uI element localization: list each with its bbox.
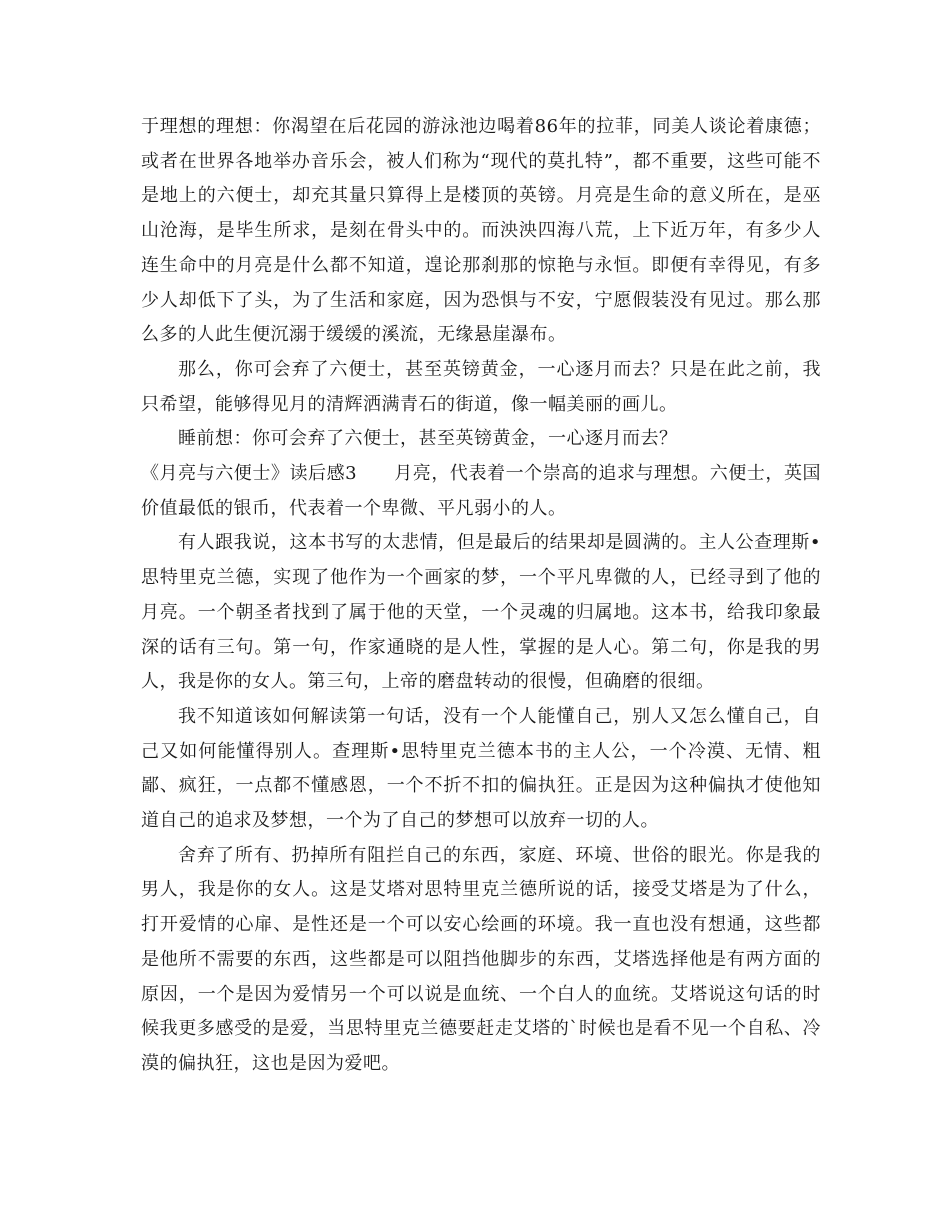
paragraph: 我不知道该如何解读第一句话，没有一个人能懂自己，别人又怎么懂自己，自己又如何能懂得别人。查理斯•思特里克兰德本书的主人公，一个冷漠、无情、粗鄙、疯狂，一点都不懂感恩，一个不折不扣的偏执狂。正是因为这种偏执才使他知道自己的追求及梦想，一个为了自己的梦想可以放弃一切的人。 xyxy=(141,705,821,832)
paragraph: 舍弃了所有、扔掉所有阻拦自己的东西，家庭、环境、世俗的眼光。你是我的男人，我是你的女人。这是艾塔对思特里克兰德所说的话，接受艾塔是为了什么，打开爱情的心扉、是性还是一个可以安心绘画的环境。我一直也没有想通，这些都是他所不需要的东西，这些都是可以阻挡他脚步的东西，艾塔选择他是有两方面的原因，一个是因为爱情另一个可以说是血统、一个白人的血统。艾塔说这句话的时候我更多感受的是爱，当思特里克兰德要赶走艾塔的`时候也是看不见一个自私、冷漠的偏执狂，这也是因为爱吧。 xyxy=(141,844,821,1074)
paragraph: 有人跟我说，这本书写的太悲情，但是最后的结果却是圆满的。主人公查理斯•思特里克兰德，实现了他作为一个画家的梦，一个平凡卑微的人，已经寻到了他的月亮。一个朝圣者找到了属于他的天堂，一个灵魂的归属地。这本书，给我印象最深的话有三句。第一句，作家通晓的是人性，掌握的是人心。第二句，你是我的男人，我是你的女人。第三句，上帝的磨盘转动的很慢，但确磨的很细。 xyxy=(141,532,821,693)
document-body xyxy=(141,110,821,1082)
paragraph: 于理想的理想：你渴望在后花园的游泳池边喝着86年的拉菲，同美人谈论着康德；或者在世界各地举办音乐会，被人们称为“现代的莫扎特”，都不重要，这些可能不是地上的六便士，却充其量只算得上是楼顶的英镑。月亮是生命的意义所在，是巫山沧海，是毕生所求，是刻在骨头中的。而泱泱四海八荒，上下近万年，有多少人连生命中的月亮是什么都不知道，遑论那刹那的惊艳与永恒。即便有幸得见，有多少人却低下了头，为了生活和家庭，因为恐惧与不安，宁愿假装没有见过。那么那么多的人此生便沉溺于缓缓的溪流，无缘悬崖瀑布。 xyxy=(141,116,821,346)
paragraph: 那么，你可会弃了六便士，甚至英镑黄金，一心逐月而去？只是在此之前，我只希望，能够得见月的清辉洒满青石的街道，像一幅美丽的画儿。 xyxy=(141,358,821,415)
paragraph: 睡前想：你可会弃了六便士，甚至英镑黄金，一心逐月而去？ xyxy=(178,428,678,450)
section-heading-paragraph: 《月亮与六便士》读后感3 月亮，代表着一个崇高的追求与理想。六便士，英国价值最低的银币，代表着一个卑微、平凡弱小的人。 xyxy=(141,463,821,519)
